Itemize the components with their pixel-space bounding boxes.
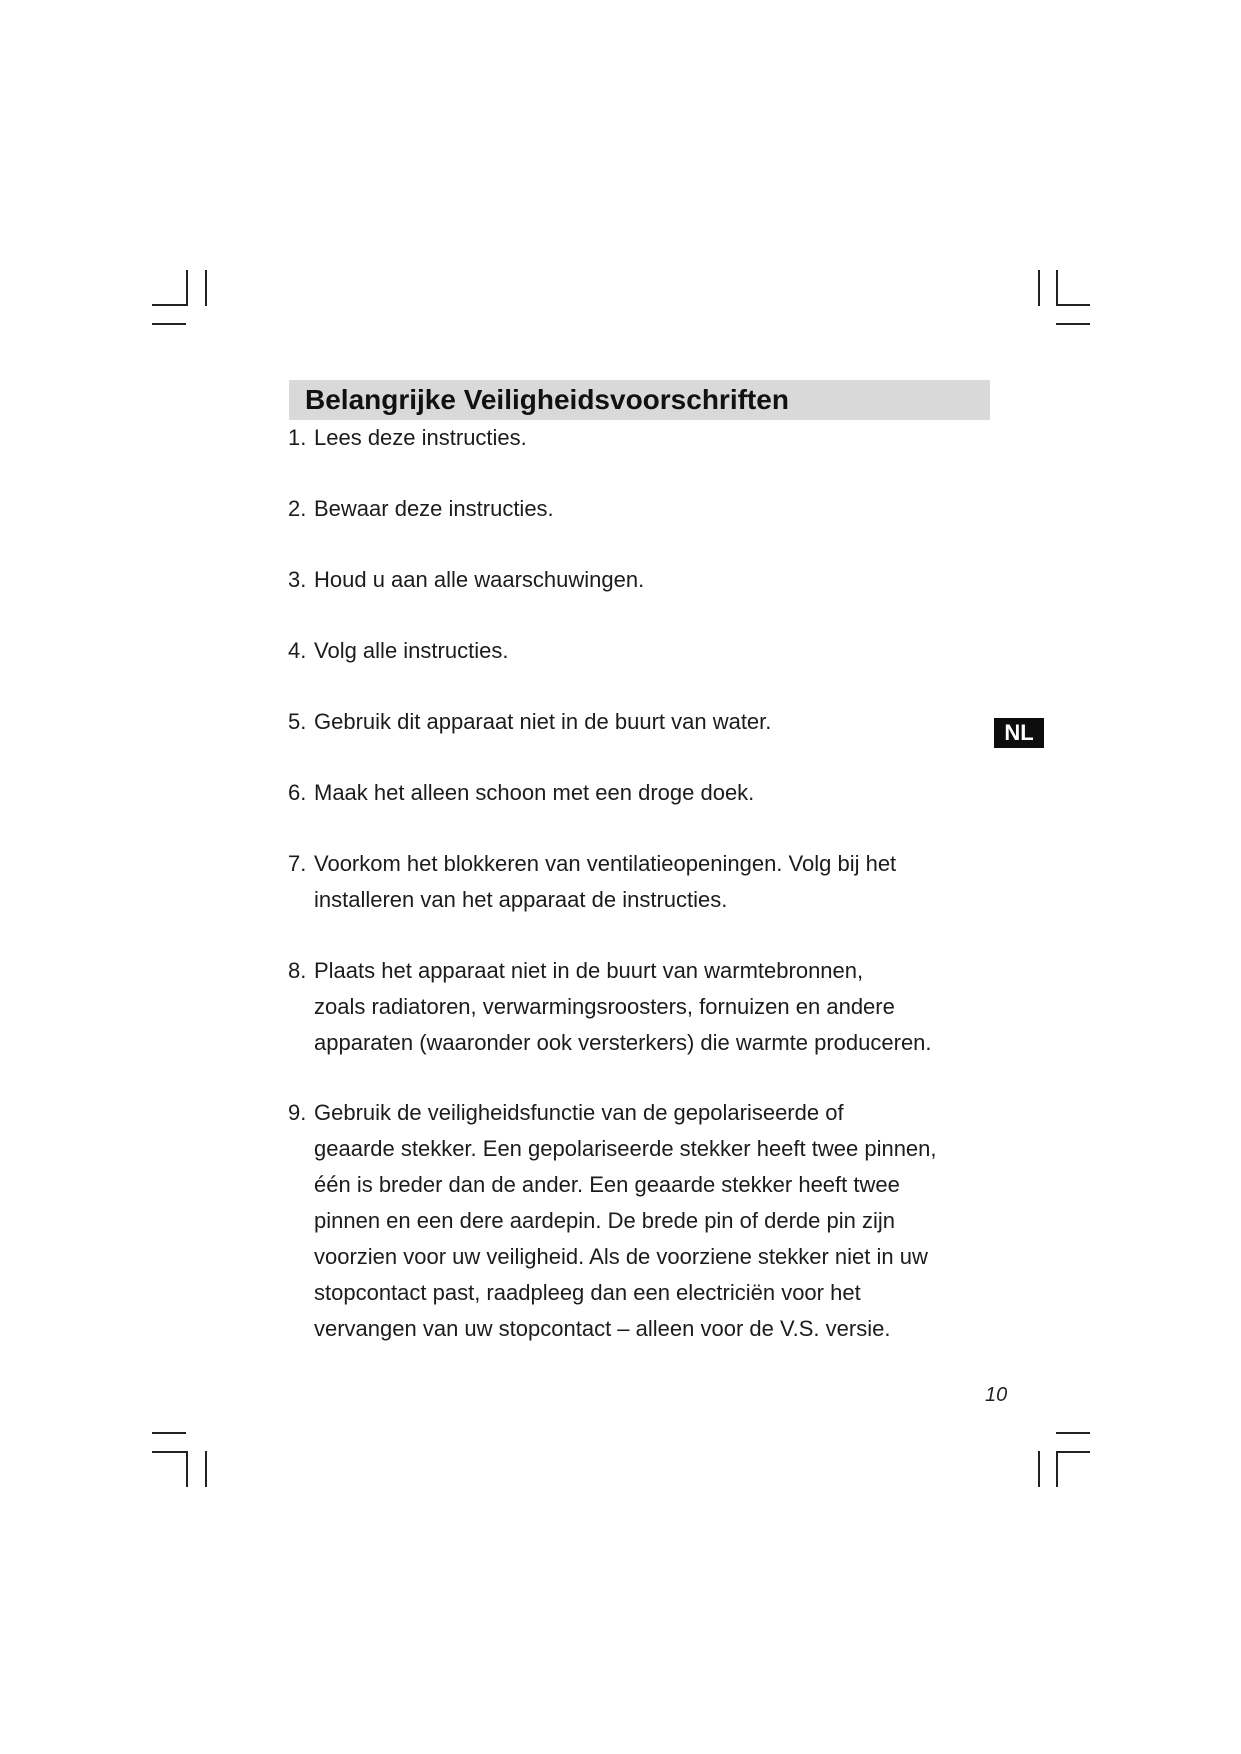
crop-mark-top-left-h	[152, 304, 186, 306]
crop-mark-top-left-v1	[186, 270, 188, 306]
list-item-text: Houd u aan alle waarschuwingen.	[314, 567, 645, 592]
list-item-text: zoals radiatoren, verwarmingsroosters, fornuizen en andere	[314, 994, 895, 1019]
list-item-4	[288, 633, 508, 669]
list-item-8	[288, 953, 932, 1061]
list-item-number: 8.	[288, 958, 307, 983]
page-title: Belangrijke Veiligheidsvoorschriften	[305, 384, 789, 415]
list-item-text: geaarde stekker. Een gepolariseerde stekker heeft twee pinnen,	[314, 1136, 937, 1161]
list-item-text: Voorkom het blokkeren van ventilatieopeningen. Volg bij het	[314, 851, 897, 876]
list-item-7	[288, 846, 896, 918]
list-item-5	[288, 704, 771, 740]
crop-mark-bottom-left-v2	[205, 1451, 207, 1487]
crop-mark-bottom-left-h	[152, 1451, 186, 1453]
crop-mark-bottom-right-h	[1056, 1451, 1090, 1453]
crop-mark-top-left-h2	[152, 323, 186, 325]
list-item-number: 5.	[288, 709, 307, 734]
list-item-text: vervangen van uw stopcontact – alleen voor de V.S. versie.	[314, 1316, 891, 1341]
crop-mark-top-right-v2	[1056, 270, 1058, 306]
list-item-6	[288, 775, 754, 811]
crop-mark-bottom-right-v1	[1038, 1451, 1040, 1487]
list-item-number: 9.	[288, 1100, 307, 1125]
list-item-text: Gebruik dit apparaat niet in de buurt van water.	[314, 709, 772, 734]
list-item-text: stopcontact past, raadpleeg dan een electriciën voor het	[314, 1280, 861, 1305]
crop-mark-bottom-right-v2	[1056, 1451, 1058, 1487]
language-badge: NL	[994, 718, 1044, 748]
list-item-2	[288, 491, 554, 527]
list-item-text: installeren van het apparaat de instructies.	[314, 887, 728, 912]
crop-mark-bottom-left-v1	[186, 1451, 188, 1487]
list-item-1	[288, 420, 527, 456]
list-item-text: één is breder dan de ander. Een geaarde stekker heeft twee	[314, 1172, 900, 1197]
crop-mark-top-right-v1	[1038, 270, 1040, 306]
list-item-text: Lees deze instructies.	[314, 425, 527, 450]
list-item-number: 4.	[288, 638, 307, 663]
list-item-number: 6.	[288, 780, 307, 805]
list-item-text: Volg alle instructies.	[314, 638, 509, 663]
list-item-number: 1.	[288, 425, 307, 450]
list-item-number: 7.	[288, 851, 307, 876]
list-item-text: pinnen en een dere aardepin. De brede pin of derde pin zijn	[314, 1208, 895, 1233]
list-item-text: apparaten (waaronder ook versterkers) die warmte produceren.	[314, 1030, 932, 1055]
list-item-number: 3.	[288, 567, 307, 592]
list-item-text: voorzien voor uw veiligheid. Als de voorziene stekker niet in uw	[314, 1244, 928, 1269]
crop-mark-top-right-h2	[1056, 323, 1090, 325]
page-number: 10	[985, 1384, 1008, 1406]
list-item-text: Bewaar deze instructies.	[314, 496, 554, 521]
list-item-text: Maak het alleen schoon met een droge doek.	[314, 780, 755, 805]
crop-mark-bottom-left-h2	[152, 1432, 186, 1434]
list-item-3	[288, 562, 644, 598]
crop-mark-top-right-h	[1056, 304, 1090, 306]
crop-mark-top-left-v2	[205, 270, 207, 306]
list-item-text: Plaats het apparaat niet in de buurt van warmtebronnen,	[314, 958, 864, 983]
list-item-text: Gebruik de veiligheidsfunctie van de gepolariseerde of	[314, 1100, 844, 1125]
list-item-number: 2.	[288, 496, 307, 521]
list-item-9	[288, 1095, 937, 1347]
crop-mark-bottom-right-h2	[1056, 1432, 1090, 1434]
